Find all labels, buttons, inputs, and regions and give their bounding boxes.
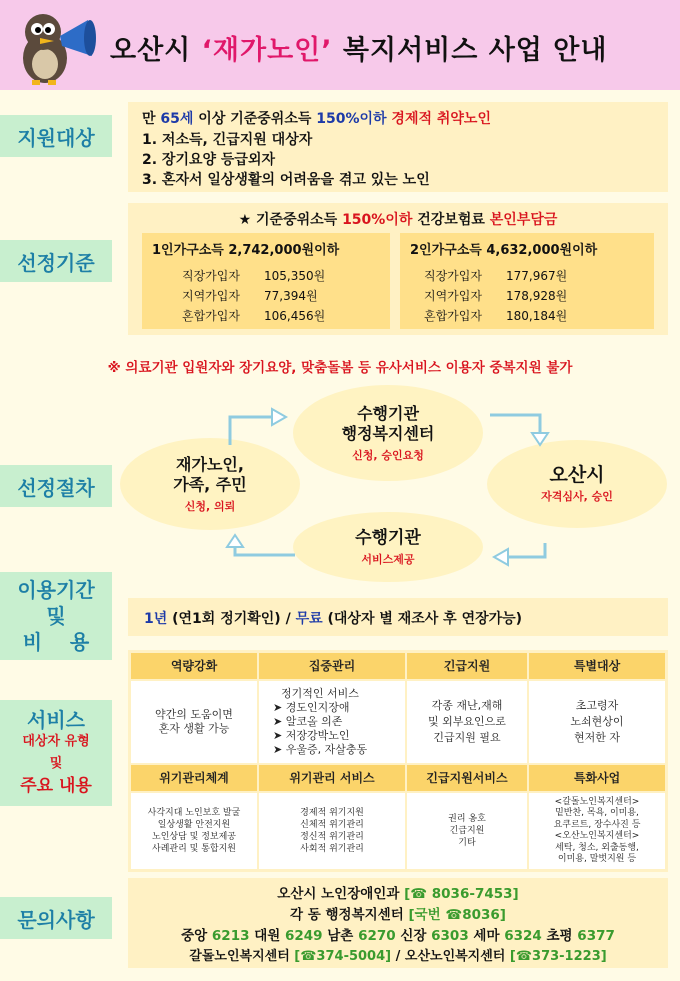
income-box-1person bbox=[142, 233, 390, 329]
mascot-bird-megaphone-icon bbox=[10, 8, 105, 86]
contact-panel bbox=[128, 878, 668, 968]
label-contact: 문의사항 bbox=[0, 897, 112, 939]
service-head-specialized: 특화사업 bbox=[529, 765, 665, 791]
target-item-2: 2. 장기요양 등급외자 bbox=[142, 152, 275, 168]
label-procedure: 선정절차 bbox=[0, 465, 112, 507]
service-cell-intensive: 정기적인 서비스 ➤ 경도인지장애 ➤ 알코올 의존 ➤ 저장강박노인 ➤ 우울증, 자살충동 bbox=[259, 681, 405, 763]
service-head-emergency: 긴급지원 bbox=[407, 653, 527, 679]
page-title: 오산시 ‘재가노인’ 복지서비스 사업 안내 bbox=[110, 35, 608, 66]
node-elder-family: 재가노인, 가족, 주민 신청, 의뢰 bbox=[120, 438, 300, 530]
target-item-3: 3. 혼자서 일상생활의 어려움을 겪고 있는 노인 bbox=[142, 172, 430, 188]
target-panel bbox=[128, 102, 668, 192]
duplicate-warning: ※ 의료기관 입원자와 장기요양, 맞춤돌봄 등 유사서비스 이용자 중복지원 불가 bbox=[107, 360, 573, 376]
label-period: 이용기간 및 비 용 bbox=[0, 572, 112, 660]
node-agency-center: 수행기관 행정복지센터 신청, 승인요청 bbox=[293, 385, 483, 481]
period-text: 1년 (연1회 정기확인) / 무료 (대상자 별 재조사 후 연장가능) bbox=[144, 611, 523, 627]
service-head-crisis-service: 위기관리 서비스 bbox=[259, 765, 405, 791]
procedure-arrows bbox=[200, 385, 600, 585]
income-box-2person bbox=[400, 233, 654, 329]
service-cell-crisis-system: 사각지대 노인보호 발굴 일상생활 안전지원 노인상담 및 정보제공 사례관리 및 통합지원 bbox=[131, 793, 257, 869]
service-cell-emergency: 각종 재난,재해 및 외부요인으로 긴급지원 필요 bbox=[407, 681, 527, 763]
income-box-1-title: 1인가구소득 2,742,000원이하 bbox=[152, 243, 340, 258]
criteria-panel bbox=[128, 203, 668, 335]
service-head-emergency-service: 긴급지원서비스 bbox=[407, 765, 527, 791]
contact-line-dong-numbers: 중앙 6213 대원 6249 남촌 6270 신장 6303 세마 6324 초평 6377 bbox=[181, 928, 615, 944]
label-target: 지원대상 bbox=[0, 115, 112, 157]
service-head-intensive: 집중관리 bbox=[259, 653, 405, 679]
criteria-headline: ★ 기준중위소득 150%이하 건강보험료 본인부담금 bbox=[238, 212, 558, 228]
label-services: 서비스 대상자 유형 및 주요 내용 bbox=[0, 700, 112, 806]
service-head-capacity: 역량강화 bbox=[131, 653, 257, 679]
service-cell-special: 초고령자 노쇠현상이 현저한 자 bbox=[529, 681, 665, 763]
target-headline: 만 65세 이상 기준중위소득 150%이하 경제적 취약노인 bbox=[142, 111, 491, 127]
service-cell-capacity: 약간의 도움이면 혼자 생활 가능 bbox=[131, 681, 257, 763]
service-cell-specialized: <갈돌노인복지센터> 밑반찬, 목욕, 이미용, 요쿠르트, 장수사진 등 <오산노인복지센터> 세탁, 청소, 외출동행, 이미용, 말벗지원 등 bbox=[529, 793, 665, 869]
contact-line-dept: 오산시 노인장애인과 [☎ 8036-7453] bbox=[277, 886, 519, 902]
contact-line-welfare-centers: 갈돌노인복지센터 [☎374-5004] / 오산노인복지센터 [☎373-1223] bbox=[189, 949, 607, 964]
service-cell-emergency-service: 권리 옹호 긴급지원 기타 bbox=[407, 793, 527, 869]
service-cell-crisis-service: 경제적 위기지원 신체적 위기관리 정신적 위기관리 사회적 위기관리 bbox=[259, 793, 405, 869]
income-box-2-rows: 직장가입자 177,967원 지역가입자 178,928원 혼합가입자 180,184원 bbox=[424, 269, 568, 323]
income-box-1-rows: 직장가입자 105,350원 지역가입자 77,394원 혼합가입자 106,456원 bbox=[182, 269, 326, 323]
service-head-special: 특별대상 bbox=[529, 653, 665, 679]
node-agency-service: 수행기관 서비스제공 bbox=[293, 512, 483, 582]
label-criteria: 선정기준 bbox=[0, 240, 112, 282]
income-box-2-title: 2인가구소득 4,632,000원이하 bbox=[410, 243, 598, 258]
services-table bbox=[128, 650, 668, 872]
service-head-crisis-system: 위기관리체계 bbox=[131, 765, 257, 791]
period-panel bbox=[128, 598, 668, 636]
contact-line-centers: 각 동 행정복지센터 [국번 ☎8036] bbox=[290, 907, 506, 923]
node-osan-city: 오산시 자격심사, 승인 bbox=[487, 440, 667, 528]
target-item-1: 1. 저소득, 긴급지원 대상자 bbox=[142, 132, 313, 148]
